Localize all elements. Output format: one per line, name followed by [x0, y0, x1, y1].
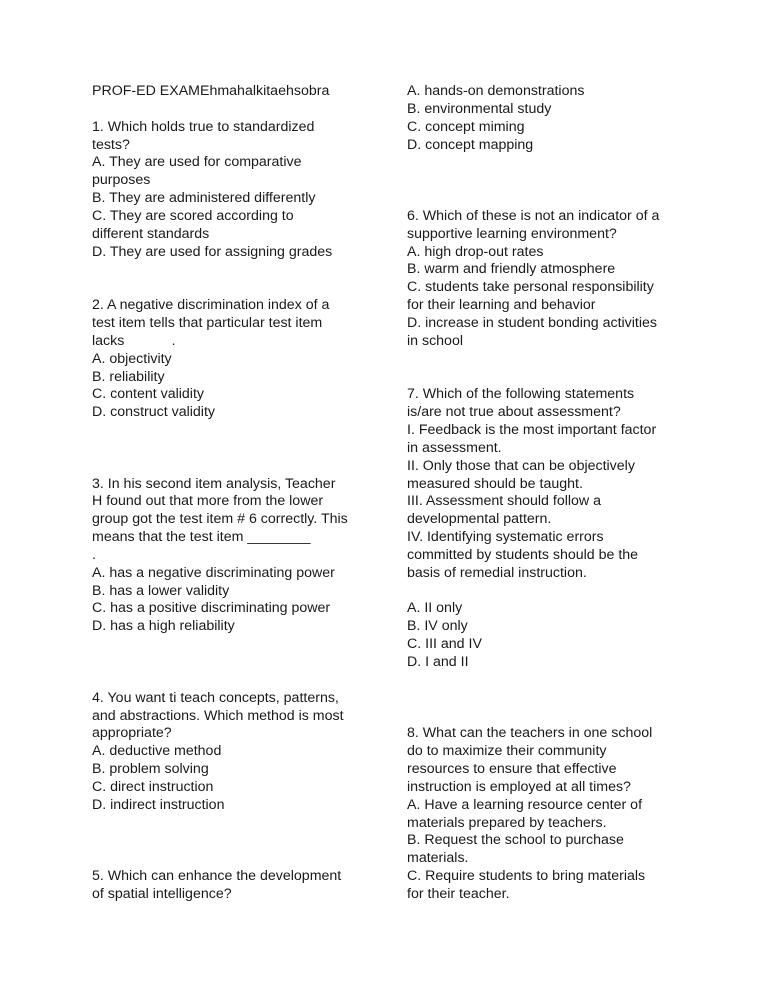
option: C. has a positive discriminating power: [92, 600, 331, 617]
option: D. increase in student bonding activities: [407, 314, 657, 331]
question-stem: .: [92, 546, 96, 563]
option: B. has a lower validity: [92, 582, 230, 599]
option: A. Have a learning resource center of: [407, 796, 643, 813]
question-stem: instruction is employed at all times?: [407, 778, 631, 795]
question-stem: II. Only those that can be objectively: [407, 457, 635, 474]
option: B. Request the school to purchase: [407, 832, 624, 849]
option: A. has a negative discriminating power: [92, 564, 335, 581]
question-stem: basis of remedial instruction.: [407, 564, 587, 581]
option: A. deductive method: [92, 743, 222, 760]
question-stem: IV. Identifying systematic errors: [407, 529, 604, 546]
question-5-stem: [92, 868, 382, 904]
question-stem: 7. Which of the following statements: [407, 386, 635, 403]
question-stem: in assessment.: [407, 439, 502, 456]
question-8: [407, 725, 697, 903]
question-stem: tests?: [92, 136, 130, 153]
option: B. reliability: [92, 368, 165, 385]
question-2: [92, 297, 382, 422]
question-stem: of spatial intelligence?: [92, 886, 232, 903]
question-7: [407, 386, 697, 672]
right-column: [407, 83, 697, 904]
option: D. has a high reliability: [92, 618, 235, 635]
question-stem: 4. You want ti teach concepts, patterns,: [92, 689, 339, 706]
question-stem: do to maximize their community: [407, 743, 607, 760]
option: purposes: [92, 172, 151, 189]
option: A. They are used for comparative: [92, 154, 302, 171]
question-stem: is/are not true about assessment?: [407, 404, 621, 421]
option: C. content validity: [92, 386, 204, 403]
option: A. hands-on demonstrations: [407, 83, 585, 99]
question-5-options: [407, 83, 697, 154]
question-stem: measured should be taught.: [407, 475, 583, 492]
option: B. environmental study: [407, 100, 552, 117]
question-6: [407, 208, 697, 351]
option: C. direct instruction: [92, 778, 214, 795]
option: for their learning and behavior: [407, 297, 596, 314]
option: A. II only: [407, 600, 463, 617]
question-stem: 3. In his second item analysis, Teacher: [92, 475, 336, 492]
question-stem: I. Feedback is the most important factor: [407, 422, 657, 439]
option: A. high drop-out rates: [407, 243, 544, 260]
question-4: [92, 690, 382, 815]
question-3: [92, 476, 382, 637]
question-stem: means that the test item ________: [92, 529, 311, 546]
option: D. concept mapping: [407, 136, 534, 153]
option: D. construct validity: [92, 404, 215, 421]
left-column: [92, 83, 382, 904]
option: materials.: [407, 850, 469, 867]
option: materials prepared by teachers.: [407, 814, 607, 831]
option: D. They are used for assigning grades: [92, 243, 333, 260]
question-stem: test item tells that particular test item: [92, 314, 323, 331]
option: C. concept miming: [407, 118, 525, 135]
option: C. Require students to bring materials: [407, 868, 646, 885]
question-stem: III. Assessment should follow a: [407, 493, 601, 510]
question-stem: appropriate?: [92, 725, 172, 742]
document-title: PROF-ED EXAMEhmahalkitaehsobra: [92, 83, 330, 99]
question-stem: and abstractions. Which method is most: [92, 707, 344, 724]
question-stem: 2. A negative discrimination index of a: [92, 297, 330, 314]
question-stem: 1. Which holds true to standardized: [92, 118, 315, 135]
question-stem: group got the test item # 6 correctly. This: [92, 511, 348, 528]
option: B. problem solving: [92, 761, 209, 778]
question-1: [92, 119, 382, 262]
option: different standards: [92, 225, 210, 242]
option: B. warm and friendly atmosphere: [407, 261, 616, 278]
option: C. They are scored according to: [92, 207, 294, 224]
question-stem: committed by students should be the: [407, 546, 639, 563]
question-stem: 8. What can the teachers in one school: [407, 725, 653, 742]
question-stem: 5. Which can enhance the development: [92, 868, 342, 885]
question-stem: supportive learning environment?: [407, 225, 617, 242]
question-stem: 6. Which of these is not an indicator of a: [407, 207, 660, 224]
option: A. objectivity: [92, 350, 172, 367]
question-stem: developmental pattern.: [407, 511, 552, 528]
option: D. I and II: [407, 654, 469, 671]
option: B. IV only: [407, 618, 468, 635]
question-stem: resources to ensure that effective: [407, 761, 617, 778]
option: C. III and IV: [407, 636, 482, 653]
option: D. indirect instruction: [92, 796, 225, 813]
option: in school: [407, 332, 463, 349]
option: B. They are administered differently: [92, 190, 316, 207]
question-stem: H found out that more from the lower: [92, 493, 324, 510]
option: for their teacher.: [407, 886, 510, 902]
question-stem: lacks .: [92, 332, 176, 349]
option: C. students take personal responsibility: [407, 279, 654, 296]
